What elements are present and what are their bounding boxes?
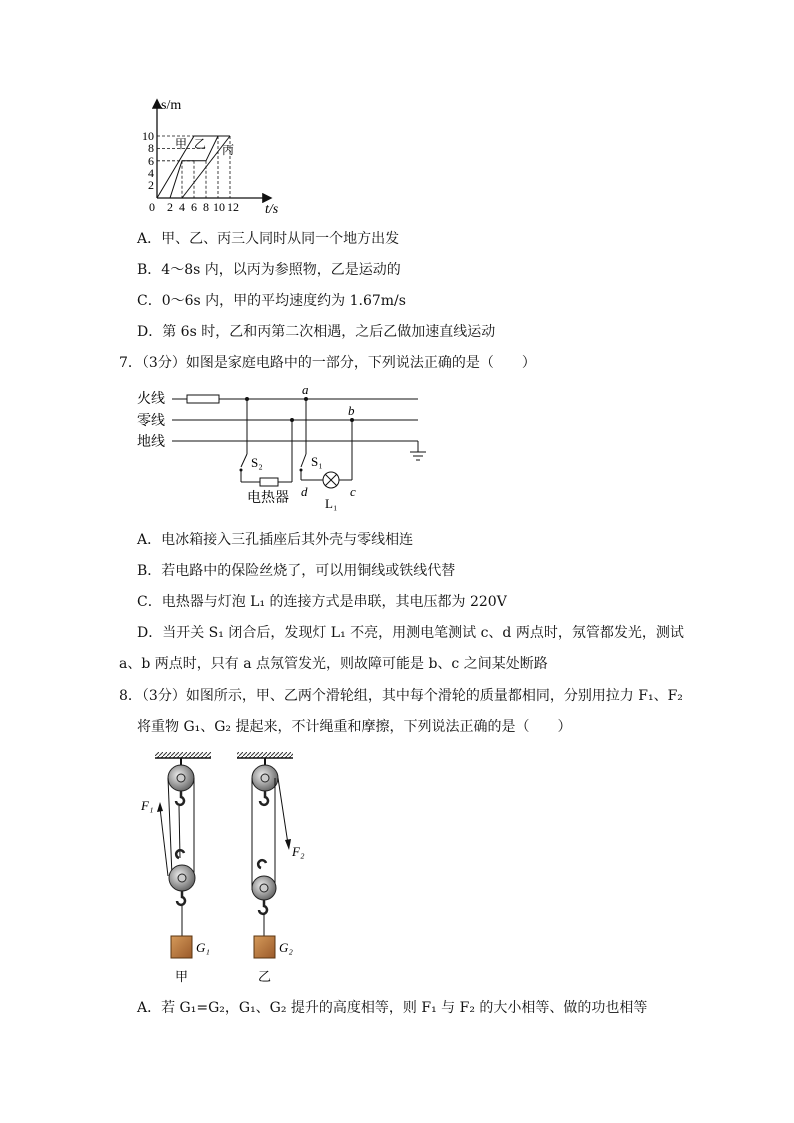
q8-option-a: A．若 G₁=G₂，G₁、G₂ 提升的高度相等，则 F₁ 与 F₂ 的大小相等、做的功也相等 <box>137 1000 648 1016</box>
q6-option-c: C．0～6s 内，甲的平均速度约为 1.67m/s <box>137 293 406 309</box>
label-yi: 乙 <box>258 969 272 984</box>
node-c: c <box>350 484 356 499</box>
q8-stem-line1: 8．（3分）如图所示，甲、乙两个滑轮组，其中每个滑轮的质量都相同，分别用拉力 F₁、F₂ <box>119 688 683 704</box>
pulley-figure <box>135 748 335 988</box>
ground-wire-label: 地线 <box>137 435 165 450</box>
lamp-label: L₁ <box>325 496 338 511</box>
f1-label: F₁ <box>141 798 154 813</box>
heater-label: 电热器 <box>247 491 289 506</box>
x-tick: 8 <box>203 200 209 214</box>
y-tick: 4 <box>148 166 154 180</box>
heater <box>260 478 278 486</box>
switch-s1 <box>301 454 306 467</box>
y-tick: 10 <box>142 129 154 143</box>
f2-label: F₂ <box>292 844 305 859</box>
g1-label: G₁ <box>196 940 210 955</box>
q6-option-a: A．甲、乙、丙三人同时从同一个地方出发 <box>137 231 400 247</box>
circuit-diagram <box>135 382 435 517</box>
neutral-wire-label: 零线 <box>137 414 165 429</box>
weight-g2 <box>254 936 275 958</box>
g2-label: G₂ <box>279 940 293 955</box>
q8-stem-line2: 将重物 G₁、G₂ 提起来，不计绳重和摩擦，下列说法正确的是（ ） <box>137 719 572 735</box>
series-label-yi: 乙 <box>194 137 207 151</box>
fuse <box>187 395 219 403</box>
pulley-system-jia <box>155 752 211 958</box>
lamp-l1 <box>323 472 339 488</box>
series-label-bing: 丙 <box>222 143 235 157</box>
q7-option-b: B．若电路中的保险丝烧了，可以用铜线或铁线代替 <box>137 563 456 579</box>
q6-option-b: B．4～8s 内，以丙为参照物，乙是运动的 <box>137 262 401 278</box>
y-axis-label: s/m <box>161 98 182 113</box>
x-tick: 4 <box>179 200 185 214</box>
q7-option-d-cont: a、b 两点时，只有 a 点氖管发光，则故障可能是 b、c 之间某处断路 <box>119 656 548 672</box>
switch-s2 <box>241 454 247 467</box>
x-tick: 6 <box>191 200 197 214</box>
q7-option-c: C．电热器与灯泡 L₁ 的连接方式是串联，其电压都为 220V <box>137 594 507 610</box>
x-axis-label: t/s <box>265 202 279 217</box>
x-tick: 10 <box>213 200 225 214</box>
weight-g1 <box>171 936 192 958</box>
label-jia: 甲 <box>175 969 189 984</box>
node-a: a <box>302 382 309 397</box>
x-tick: 0 <box>149 200 155 214</box>
q6-option-d: D．第 6s 时，乙和丙第二次相遇，之后乙做加速直线运动 <box>137 324 496 340</box>
series-label-jia: 甲 <box>175 137 188 151</box>
live-wire-label: 火线 <box>137 392 165 407</box>
q7-stem: 7．（3分）如图是家庭电路中的一部分，下列说法正确的是（ ） <box>119 355 536 371</box>
y-tick: 8 <box>148 141 154 155</box>
s2-label: S₂ <box>251 455 263 470</box>
q7-option-a: A．电冰箱接入三孔插座后其外壳与零线相连 <box>137 532 414 548</box>
q7-option-d: D．当开关 S₁ 闭合后，发现灯 L₁ 不亮，用测电笔测试 c、d 两点时，氖管都发光，测试 <box>137 625 684 641</box>
s1-label: S₁ <box>311 454 323 469</box>
node-d: d <box>301 484 308 499</box>
y-tick: 6 <box>148 154 154 168</box>
node-b: b <box>348 403 355 418</box>
y-tick: 2 <box>148 178 154 192</box>
x-tick: 2 <box>167 200 173 214</box>
pulley-system-yi <box>237 752 293 958</box>
x-tick: 12 <box>227 200 239 214</box>
st-graph <box>130 95 300 220</box>
